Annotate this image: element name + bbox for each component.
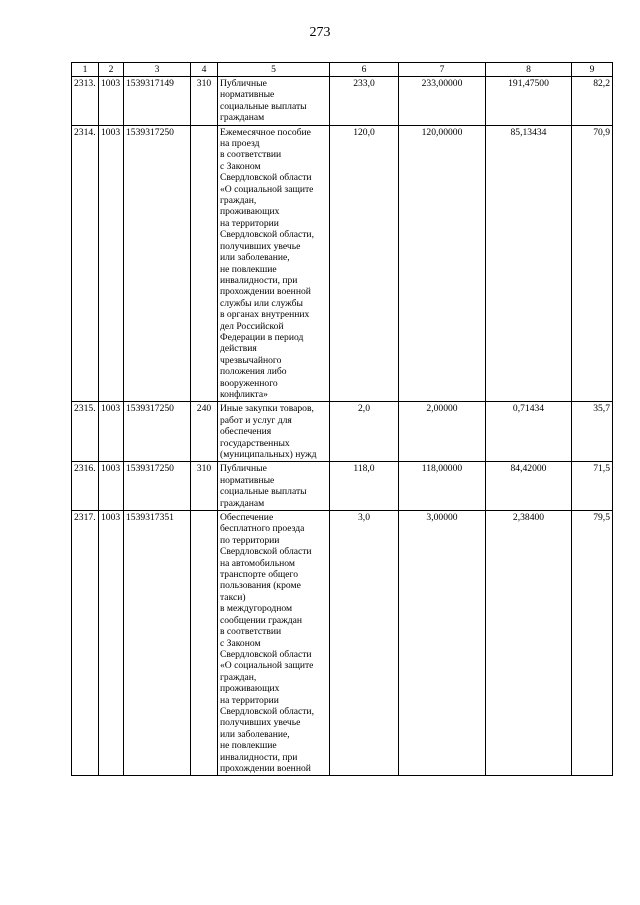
table-row [72,511,613,776]
approved-amount: 2,00000 [399,402,486,462]
row-number: 2315. [72,402,99,462]
planned-amount: 120,0 [330,125,399,402]
target-article-code: 1539317250 [124,402,191,462]
column-header: 7 [399,63,486,77]
section-code: 1003 [99,511,124,776]
column-header: 5 [218,63,330,77]
executed-amount: 84,42000 [486,462,572,511]
target-article-code: 1539317250 [124,125,191,402]
executed-amount: 85,13434 [486,125,572,402]
row-number: 2317. [72,511,99,776]
item-name: Публичные нормативные социальные выплаты гражданам [218,462,330,511]
item-name: Обеспечение бесплатного проезда по территории Свердловской области на автомобильном транспорте общего пользования (кроме такси) в междугородном сообщении граждан в соответствии с Законом Свердловской области «О социальной защите граждан, проживающих на территории Свердловской области, получивших увечье или заболевание, не повлекшие инвалидности, при прохождении военной [218,511,330,776]
execution-percent: 35,7 [572,402,613,462]
execution-percent: 71,5 [572,462,613,511]
column-header: 2 [99,63,124,77]
execution-percent: 79,5 [572,511,613,776]
expense-type-code: 310 [191,462,218,511]
section-code: 1003 [99,462,124,511]
expense-type-code [191,125,218,402]
table-row [72,77,613,126]
target-article-code: 1539317250 [124,462,191,511]
column-header: 3 [124,63,191,77]
approved-amount: 3,00000 [399,511,486,776]
expense-type-code: 310 [191,77,218,126]
expense-type-code [191,511,218,776]
execution-percent: 70,9 [572,125,613,402]
executed-amount: 0,71434 [486,402,572,462]
planned-amount: 233,0 [330,77,399,126]
column-header: 4 [191,63,218,77]
planned-amount: 118,0 [330,462,399,511]
page-number: 273 [309,25,331,40]
section-code: 1003 [99,402,124,462]
approved-amount: 120,00000 [399,125,486,402]
column-header: 1 [72,63,99,77]
target-article-code: 1539317149 [124,77,191,126]
table-row [72,402,613,462]
row-number: 2313. [72,77,99,126]
executed-amount: 2,38400 [486,511,572,776]
item-name: Ежемесячное пособие на проезд в соответствии с Законом Свердловской области «О социальной защите граждан, проживающих на территории Свердловской области, получивших увечье или заболевание, не повлекшие инвалидности, при прохождении военной службы или службы в органах внутренних дел Российской Федерации в период действия чрезвычайного положения либо вооруженного конфликта» [218,125,330,402]
row-number: 2316. [72,462,99,511]
item-name: Иные закупки товаров, работ и услуг для обеспечения государственных (муниципальных) нужд [218,402,330,462]
expense-type-code: 240 [191,402,218,462]
item-name: Публичные нормативные социальные выплаты гражданам [218,77,330,126]
approved-amount: 118,00000 [399,462,486,511]
section-code: 1003 [99,77,124,126]
column-header: 8 [486,63,572,77]
table-row [72,125,613,402]
planned-amount: 2,0 [330,402,399,462]
planned-amount: 3,0 [330,511,399,776]
approved-amount: 233,00000 [399,77,486,126]
header-row [72,63,613,77]
execution-percent: 82,2 [572,77,613,126]
section-code: 1003 [99,125,124,402]
budget-table [71,62,613,776]
column-header: 6 [330,63,399,77]
column-header: 9 [572,63,613,77]
row-number: 2314. [72,125,99,402]
target-article-code: 1539317351 [124,511,191,776]
executed-amount: 191,47500 [486,77,572,126]
table-row [72,462,613,511]
